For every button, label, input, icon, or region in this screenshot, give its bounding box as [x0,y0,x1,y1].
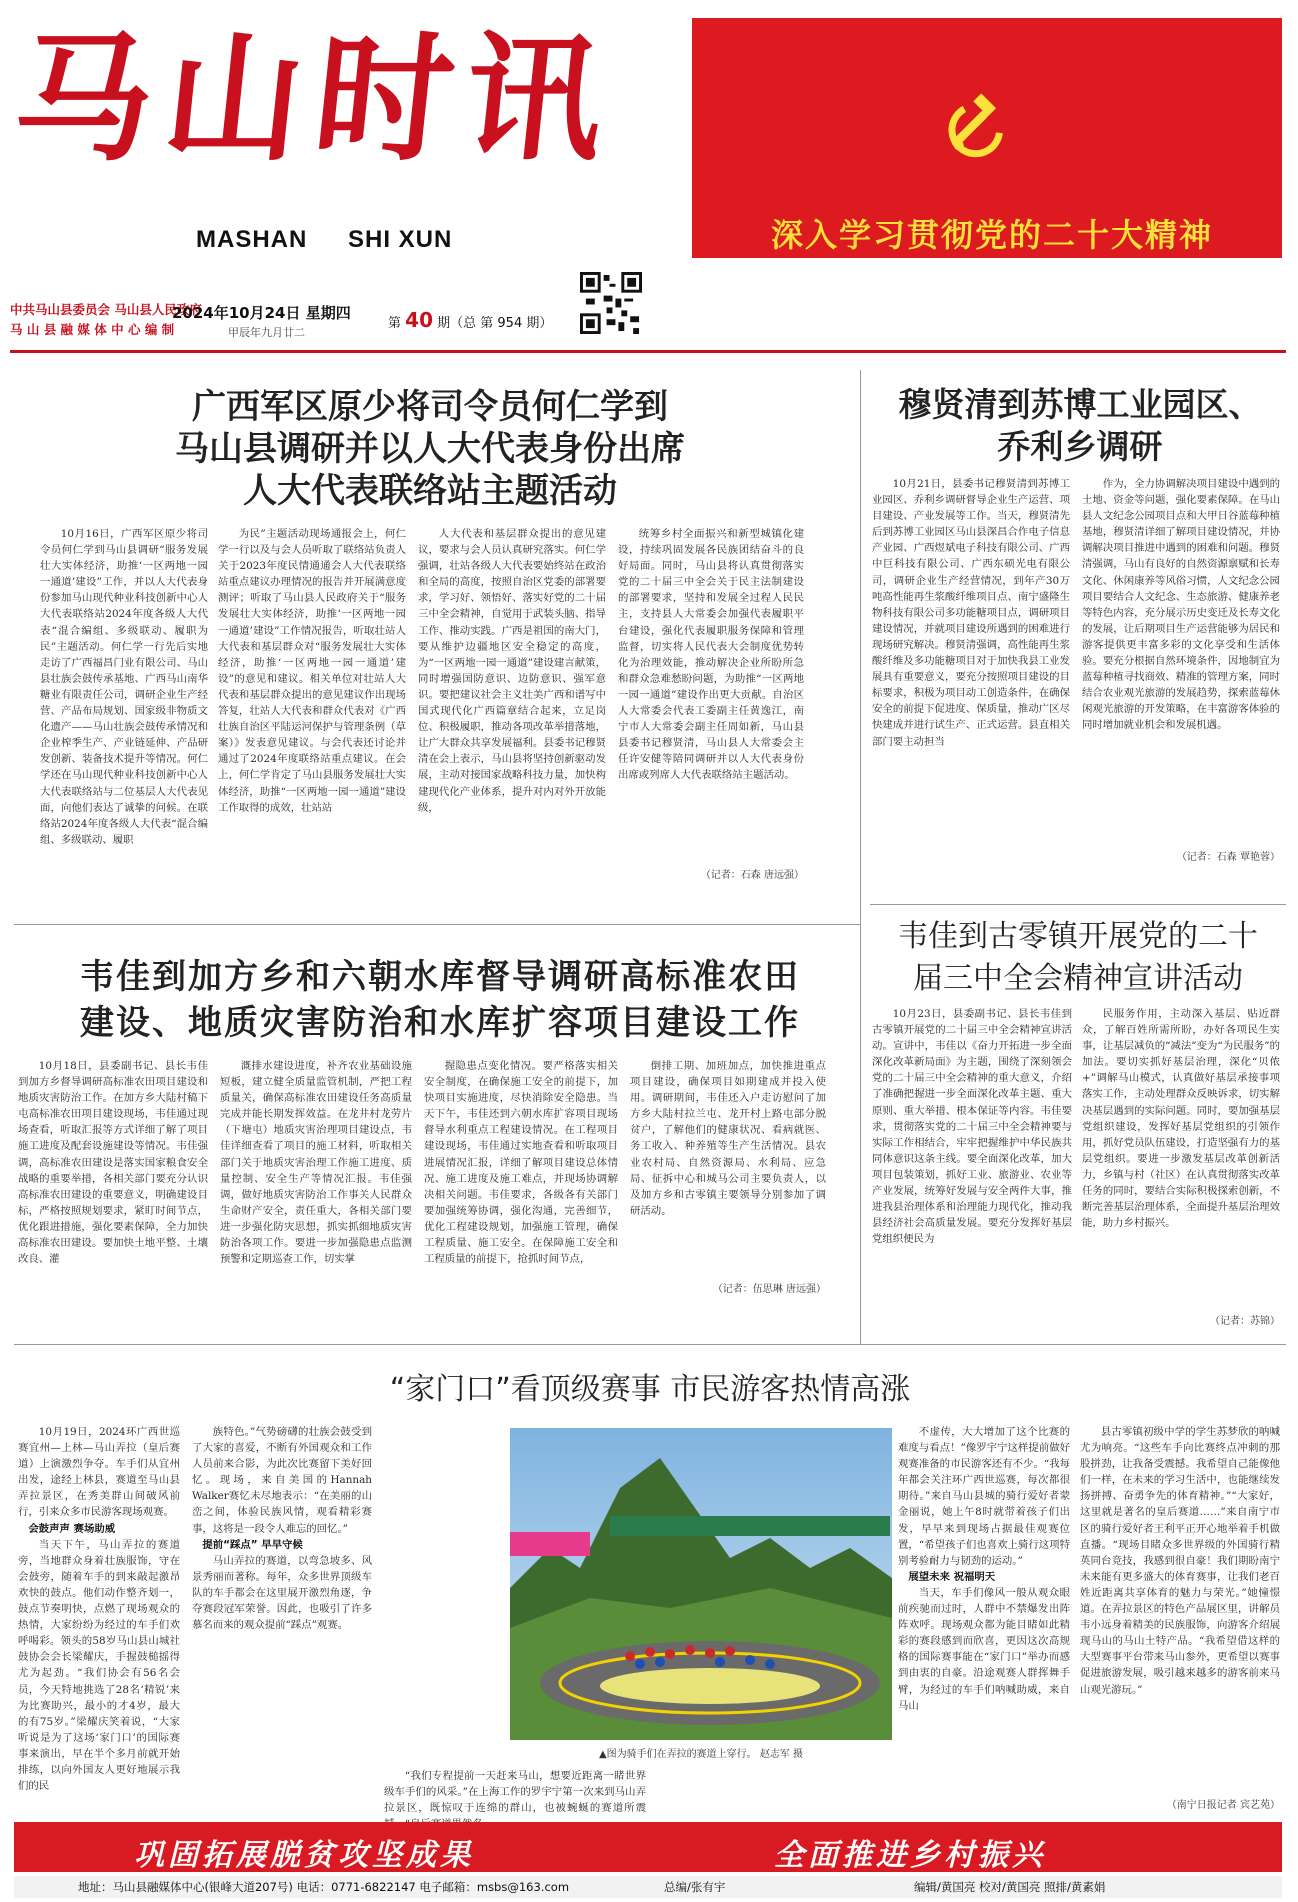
footer-info [14,1876,1282,1898]
article2-col-2: 作为，全力协调解决项目建设中遇到的土地、资金等问题，强化要素保障。在马山县人文纪念公园项目点和大甲日谷蓝莓种植基地，穆贤清详细了解项目建设情况，并协调解决项目推进中遇到的困难和问题。穆贤清强调，马山有良好的自然资源禀赋和长寿文化、休闲康养等风俗习惯，人文纪念公园项目要结合人文纪念、生态旅游、健康养老等特色内容，充分展示历史变迁及长寿文化的发展，让后期项目生产运营能够为居民和游客提供更丰富多彩的文化享受和生活体验。要充分根据自然环境条件，因地制宜为蓝莓种植寻找商效、精准的管理方案，同时结合农业观光旅游的发展趋势，探索蓝莓休闲观光旅游的开发策略，在丰富游客体验的同时增加就业机会和发展机遇。 [1082,478,1280,732]
article5-col-1: 10月19日，2024环广西世巡赛宜州—上林—马山弄拉（皇后赛道）上演激烈争夺。车手们从宜州出发，途经上林县，赛道至马山县弄拉景区，在秀美群山间破风前行，引来众多市民游客现场观赛。 会鼓声声 赛场助威 当天下午，马山弄拉的赛道旁，当地群众身着壮族服饰，守在会鼓旁，随着车手的到来敲起激昂欢快的鼓点。他们动作整齐划一，鼓点节奏明快，点燃了现场观众的热情，大家纷纷为经过的车手们欢呼喝彩。领头的58岁马山县山城社鼓协会会长梁耀庆，手握鼓槌摇得尤为起劲。“我们协会有56名会员，今天特地挑选了28名‘精锐’来为比赛助兴，最小的才4岁，最大的有75岁。”梁耀庆笑着说，“大家听说是为了这场‘家门口’的国际赛事来演出，早在半个多月前就开始排练，以向外国友人更好地展示我们的民 [18,1426,180,1793]
article1-headline-line-2: 马山县调研并以人大代表身份出席 [175,429,685,469]
issue-prefix: 第 [388,316,402,331]
column-divider [860,924,861,1344]
banner-slogan: 深入学习贯彻党的二十大精神 [770,216,1213,254]
photo-caption: ▲图为骑手们在弄拉的赛道上穿行。 赵志军 摄 [598,1749,804,1760]
footer-address: 地址：马山县融媒体中心(银峰大道207号) 电话：0771-6822147 电子邮箱：msbs@163.com [78,1880,570,1894]
article1-headline-line-1: 广西军区原少将司令员何仁学到 [192,387,668,427]
article5-headline: “家门口”看顶级赛事 市民游客热情高涨 [389,1372,911,1407]
article5-col-3c: “我们专程提前一天赶来马山，想要近距离一睹世界级车手们的风采。”在上海工作的罗宇宁第一次来到马山弄拉景区，既惊叹于连绵的群山，也被蜿蜒的赛道所震 [384,1770,646,1815]
article5-subhead-3: 展望未来 祝福明天 [908,1570,996,1583]
article2-headline [880,384,1280,468]
article3-headline-line-2: 建设、地质灾害防治和水库扩容项目建设工作 [80,1003,800,1043]
masthead-rule [10,350,1286,353]
masthead-title: 马山时讯 [6,17,624,180]
article2-byline: （记者：石森 覃艳蓉） [1176,852,1280,863]
section-divider [14,1344,1286,1345]
race-photo-image [510,1428,892,1740]
issue-suffix: 期（总 第 954 期） [437,316,553,331]
article1-col-3: 人大代表和基层群众提出的意见建议，要求与会人员认真研究落实。何仁学强调，壮站各级人大代表要始终站在政治和全局的高度，按照自治区党委的部署要求，学习好、领悟好、落实好党的二十届三中全会精神，自觉用于武装头脑、指导工作、推动实践。广西是祖国的南大门，要从维护边疆地区安全稳定的高度，为“一区两地一园一通道”建设建言献策，同时增强国防意识、边防意识、强军意识。要把建议社会主义壮美广西和谱写中国式现代化广西篇章结合起来，立足岗位、积极履职，推动各项改革举措落地，让广大群众共享发展福利。县委书记穆贤清在会上表示，马山县将坚持创新驱动发展，主动对接国家战略科技力量，加快构建现代化产业体系，提升对内对外开放能级， [418,528,606,814]
article1-headline-line-3: 人大代表联络站主题活动 [243,471,617,511]
party-emblem-icon [942,88,1012,158]
article4-headline-line-2: 届三中全会精神宣讲活动 [913,961,1243,996]
lunar-date: 甲辰年九月廿二 [228,326,305,339]
footer-editors: 编辑/黄国亮 校对/黄国亮 照排/黄素娟 [914,1880,1106,1894]
article3-headline [20,954,860,1046]
article4-byline: （记者：苏锦） [1210,1316,1280,1327]
article2-headline-line-2: 乔利乡调研 [997,427,1163,466]
issue-number [388,308,552,332]
article4-col-1: 10月23日，县委副书记、县长韦佳到古零镇开展党的二十届三中全会精神宣讲活动。宣讲中，韦佳以《奋力开拓进一步全面深化改革新局面》为主题，围绕了深刻领会党的二十届三中全会精神的重大意义，介绍了准确把握进一步全面深化改革主题、重大原则、重大举措、根本保证等内容。韦佳要求，贯彻落实党的二十届三中全会精神要与实际工作相结合，牢牢把握维护中华民族共同体意识这条主线。要全面深化改革，加大项目包装策划，抓好工业、旅游业、农业等产业发展，统筹好发展与安全两件大事，推进我县治理体系和治理能力现代化，推动我县经济社会高质量发展。要充分发挥好基层党组织便民为 [872,1008,1072,1246]
footer-chief-editor: 总编/张有宇 [664,1880,726,1894]
article3-col-2: 溉排水建设进度，补齐农业基础设施短板，建立健全质量监管机制，严把工程质量关，确保高标准农田建设任务高质量完成并能长期发挥效益。在龙井村龙劳片（下塘屯）地质灾害治理项目建设点，韦佳详细查看了项目的施工材料，听取相关部门关于地质灾害治理工作施工进度、质量控制、安全生产等情况汇报。韦佳强调，做好地质灾害防治工作事关人民群众生命财产安全，责任重大，各相关部门要进一步强化防灾思想，抓实抓细地质灾害防治各项工作。要进一步加强隐患点监测预警和定期巡查工作，切实掌 [220,1060,412,1266]
article1-byline: （记者：石森 唐远强） [700,870,804,881]
article5-col-3: 不虚传，大大增加了这个比赛的难度与看点！”像罗宇宁这样提前做好观赛准备的市民游客还有不少。“我每年都会关注环广西世巡赛，每次都很期待。”来自马山县城的骑行爱好者蒙金丽说，她上午8时就带着孩子们出发，早早来到现场占据最佳观赛位置，“希望孩子们也喜欢上骑行这项特别考验耐力与韧劲的运动。” 展望未来 祝福明天 当天，车手们像风一般从观众眼前疾驰而过时，人群中不禁爆发出阵阵欢呼。现场观众都为能目睹如此精彩的赛段感到而欣喜，更因这次高规格的国际赛事能在“家门口”举办而感到由衷的自豪。沿途观赛人群挥舞手臂，为经过的车手们呐喊助威，来自马山 [898,1426,1070,1712]
masthead-en-right: SHI XUN [348,226,453,253]
article3-byline: （记者：伍思琳 唐远强） [712,1284,826,1295]
sponsor-line-1: 中共马山县委员会 马山县人民政府 [10,302,202,317]
article3-headline-line-1: 韦佳到加方乡和六朝水库督导调研高标准农田 [80,957,800,997]
article5-subhead-2: 提前“踩点” 早早守候 [202,1538,303,1551]
article5-col-4: 县古零镇初级中学的学生苏梦欣的呐喊尤为响亮。“这些车手向比赛终点冲刺的那股拼劲，让我备受震撼。我希望自己能像他们一样，在未来的学习生活中，也能继续发扬拼搏、奋勇争先的体育精神。”“大家好，这里就是著名的皇后赛道……”来自南宁市区的骑行爱好者王利平正开心地举着手机做直播。“现场目睹众多世界级的外国骑行精英同台竞技，我感到很自豪！我们期盼南宁未来能有更多盛大的体育赛事，让我们老百姓近距离共享体育的魅力与荣光。”她憧憬道。在弄拉景区的特色产品展区里，讲解员韦小远身着精美的民族服饰，向游客介绍展现马山的马山土特产品。“我希望借这样的大型赛事平台带来马山参外，更希望以赛事促进旅游发展，吸引越来越多的游客前来马山观光游玩。” [1080,1426,1280,1696]
masthead-en-left: MASHAN [196,226,308,253]
issue-date: 2024年10月24日 星期四 [172,304,351,322]
article5-subhead-1: 会鼓声声 赛场助威 [28,1522,116,1535]
article4-col-2: 民服务作用，主动深入基层、贴近群众，了解百姓所需所盼，办好各项民生实事，让基层减负的“减法”变为“为民服务”的加法。要切实抓好基层治理，深化“贝侬+”调解马山模式，认真做好基层承接事项落实工作，主动处理群众反映诉求，切实解决基层遇到的实际问题。同时，要加强基层党组织建设，发挥好基层党组织的引领作用，抓好党员队伍建设，打造坚强有力的基层党组织。要进一步激发基层改革创新活力，乡镇与村（社区）在认真贯彻落实改革任务的同时，要结合实际积极探索创新，不断完善基层治理体系，全面提升基层治理效能，助力乡村振兴。 [1082,1008,1280,1230]
article4-headline [872,916,1284,1000]
article2-headline-line-1: 穆贤清到苏博工业园区、 [898,385,1262,424]
race-photo [510,1428,892,1740]
qr-code-icon[interactable] [580,272,642,334]
article1-headline [60,386,800,512]
article2-col-1: 10月21日，县委书记穆贤清到苏博工业园区、乔利乡调研督导企业生产运营、项目建设、产业发展等工作。当天，穆贤清先后到苏博工业园区马山县深昌合作电子信息产业园、广西煜斌电子科技有限公司、广西中巨科技有限公司、广西东硕光电有限公司，调研企业生产经营情况，到年产30万吨高性能再生浆酸纤维项目点、南宁盛隆生物科技有限公司多功能糖项目点，调研项目建设情况，并就项目建设所遇到的困难进行现场研究解决。穆贤清强调，高性能再生浆酸纤维及多功能糖项目对于加快我县工业发展具有重要意义，要充分按照项目建设的目标要求，积极为项目动工创造条件，在确保安全的前提下促进度、保质量，推动广区尽快建成并进行试生产、正式运营。县直相关部门要主动担当 [872,478,1070,748]
article5-col-2: 族特色。”气势磅礴的壮族会鼓受到了大家的喜爱，不断有外国观众和工作人员前来合影，为此次比赛留下美好回忆。现场，来自美国的Hannah Walker赛忆未尽地表示：“在美丽的山峦之间，体验民族风情，观看精彩赛事，这将是一段令人难忘的回忆。” 提前“踩点” 早早守候 马山弄拉的赛道，以弯急坡多、风景秀丽而著称。每年，众多世界顶级车队的车手都会在这里展开激烈角逐，争夺赛段冠军荣誉。因此，也吸引了许多慕名而来的观众提前“踩点”观赛。 [192,1426,372,1632]
article5-byline: （南宁日报记者 宾艺苑） [1166,1800,1280,1811]
section-divider [870,904,1286,905]
article3-col-3: 握隐患点变化情况。要严格落实相关安全制度，在确保施工安全的前提下，加快项目实施进度，尽快消除安全隐患。当天下午，韦佳还到六朝水库扩容项目现场督导水利重点工程建设情况。在工程项目建设现场，韦佳通过实地查看和听取项目进展情况汇报，详细了解项目建设总体情况、施工进度及施工难点，并现场协调解决相关问题。韦佳要求，各级各有关部门要加强统筹协调，强化沟通，完善细节，优化工程建设规划，加强施工管理，确保工程质量、施工安全。在保障施工安全和工程质量的前提下，抢抓时间节点， [424,1060,618,1266]
footer-slogan-right: 全面推进乡村振兴 [774,1838,1046,1873]
issue-no: 40 [405,308,433,332]
sponsor-line-2: 马 山 县 融 媒 体 中 心 编 制 [10,322,175,337]
article1-col-2: 为民”主题活动现场通报会上，何仁学一行以及与会人员听取了联络站负责人关于2023年度民情通通会人大代表联络站重点建议办理情况的报告并开展满意度测评；听取了马山县人民政府关于“服务发展壮大实体经济，助推‘一区两地一园一通道’建设”工作情况报告，听取壮站人大代表和基层群众对“服务发展壮大实体经济，助推‘一区两地一园一通道’建设”的意见和建议。相关单位对壮站人大代表和基层群众提出的意见建议作出现场答复，壮站人大代表和群众代表对《广西壮族自治区平陆运河保护与管理条例（草案）》发表意见建议。与会代表还讨论并通过了2024年度联络站重点建议。在会上，何仁学肯定了马山县服务发展壮大实体经济，助推“一区两地一园一通道”建设工作取得的成效，壮站站 [218,528,406,814]
article1-col-4: 统筹乡村全面振兴和新型城镇化建设，持续巩固发展各民族团结奋斗的良好局面。同时，马山县将认真贯彻落实党的二十届三中全会关于民主法制建设的部署要求，坚持和发展全过程人民民主，支持县人大常委会加强代表履职平台建设，强化代表履职服务保障和管理监督，切实将人民代表大会制度优势转化为治理效能，推动解决企业所盼所急和群众急难愁盼问题，为助推“一区两地一园一通道”建设作出更大贡献。自治区人大常委会代表工委副主任黄逸江，南宁市人大常委会副主任周如新，马山县县委书记穆贤清，马山县人大常委会主任许安健等陪同调研并以人大代表身份出席或列席人大代表联络站主题活动。 [618,528,804,782]
footer-slogan-left: 巩固拓展脱贫攻坚成果 [134,1838,474,1873]
section-divider [14,924,860,925]
article1-col-1: 10月16日，广西军区原少将司令员何仁学到马山县调研“服务发展壮大实体经济，助推‘一区两地一园一通道’建设”工作，并以人大代表身份参加马山现代种业科技创新中心人大代表联络站2024年度各级人大代表“混合编组、多级联动、履职为民”主题活动。何仁学一行先后实地走访了广西福昌门业有限公司、马山县壮族会鼓传承基地、广西马山南华糖业有限责任公司，调研企业生产经营、产品布局规划、国家级非物质文化遗产——马山壮族会鼓传承情况和企业榨季生产、产业链延伸、产品研发创新、装备技术提升等情况。何仁学还在马山现代种业科技创新中心人大代表联络站与二位基层人大代表见面，向他们表达了诚挚的问候。在联络站2024年度各级人大代表“混合编组、多级联动、履职 [40,528,208,846]
article3-col-1: 10月18日，县委副书记、县长韦佳到加方乡督导调研高标准农田项目建设和地质灾害防治工作。在加方乡大陆村稿下屯高标准农田项目建设现场，韦佳通过现场查看，听取汇报等方式详细了解了项目施工进度及配套设施建设等情况。韦佳强调，高标准农田建设是落实国家粮食安全战略的重要举措，各相关部门要充分认识高标准农田建设的重要意义，明确建设目标，严格按照规划要求，紧盯时间节点，优化跟进措施，强化要素保障，全力加快高标准农田建设。要加快土地平整、土壤改良、灌 [18,1060,208,1266]
article3-col-4: 倒排工期、加班加点，加快推进重点项目建设，确保项目如期建成并投入使用。调研期间，韦佳还入户走访慰问了加方乡大陆村拉兰屯、龙开村上路屯部分脱贫户，了解他们的健康状况、看病就医、务工收入、种养殖等生产生活情况。县农业农村局、自然资源局、水利局、应急局、征拆中心和城马公司主要负责人，以及加方乡和古零镇主要领导分别参加了调研活动。 [630,1060,826,1217]
party-banner [692,18,1282,258]
footer-slogan-banner [14,1822,1282,1872]
article4-headline-line-1: 韦佳到古零镇开展党的二十 [898,919,1258,954]
column-divider [860,370,861,924]
